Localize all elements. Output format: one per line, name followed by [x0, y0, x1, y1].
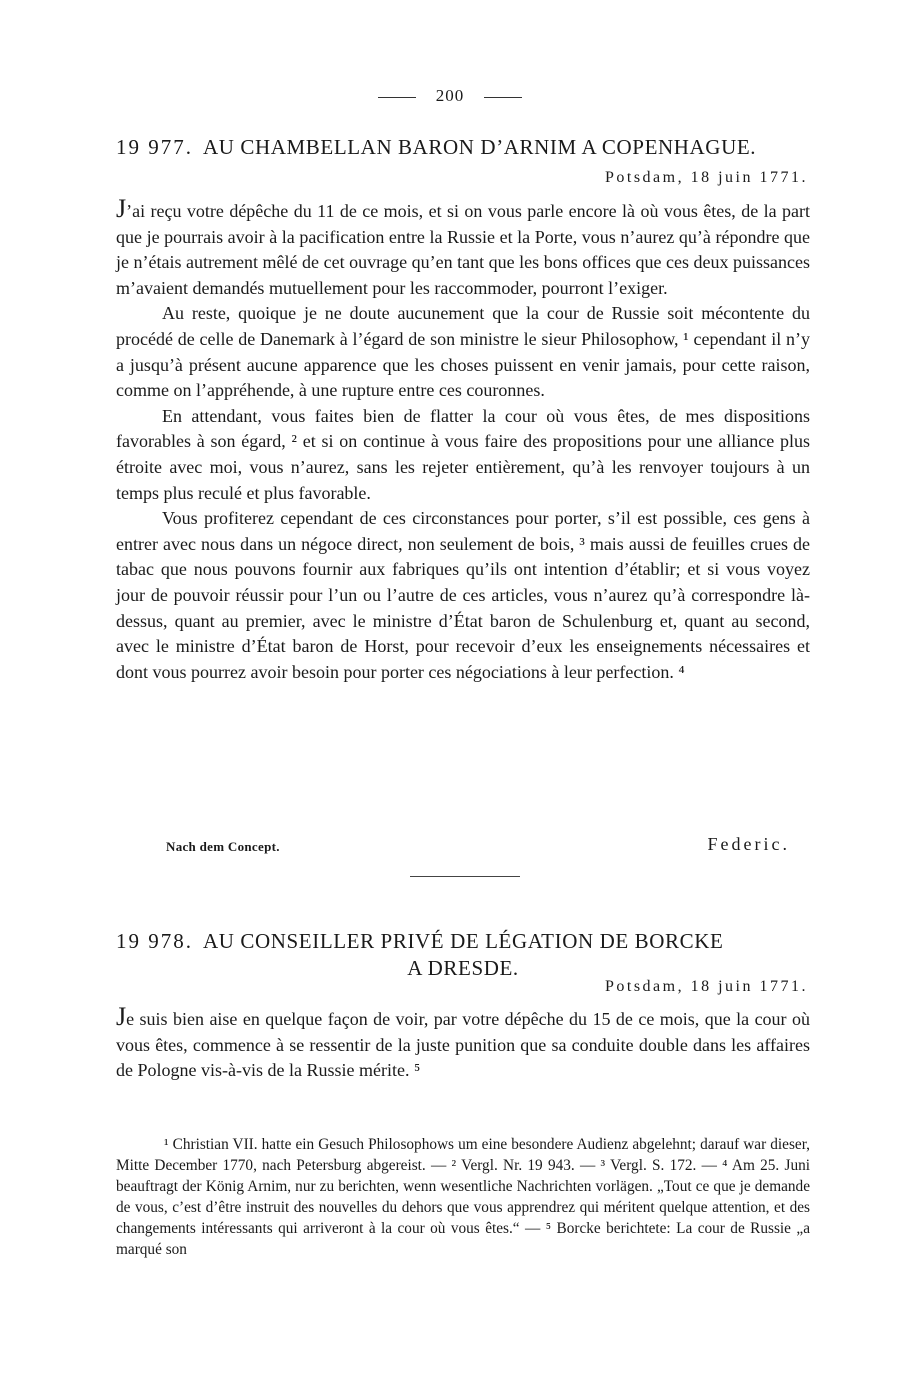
letter-dateline: Potsdam, 18 juin 1771.	[604, 978, 808, 995]
page-number-text: 200	[435, 86, 465, 105]
letter-title: AU CHAMBELLAN BARON D’ARNIM A COPENHAGUE.	[203, 135, 757, 159]
rule-left	[378, 97, 416, 98]
letter-body	[116, 1004, 810, 1084]
letter-number: 19 977.	[116, 135, 193, 159]
section-divider	[410, 876, 520, 877]
letter-heading	[116, 134, 810, 161]
page-number	[0, 86, 900, 106]
paragraph: J’ai reçu votre dépêche du 11 de ce mois, et si on vous parle encore là où vous êtes, de la part que je pourrais avoir à la pacification entre la Russie et la Porte, vous n’aurez qu’à répondre que je n’étais autrement mêlé de cet ouvrage qu’en tant que les bons offices que ces deux puissances m’avaient demandés mutuellement pour les raccommoder, pourront l’exiger.	[116, 194, 810, 298]
letter-number: 19 978.	[116, 929, 193, 953]
paragraph: Je suis bien aise en quelque façon de voir, par votre dépêche du 15 de ce mois, que la cour où vous êtes, commence à se ressentir de la juste punition que sa conduite double dans les affaires de Pologne vis-à-vis de la Russie mérite. ⁵	[116, 1002, 810, 1081]
letter-dateline: Potsdam, 18 juin 1771.	[604, 169, 808, 186]
rule-right	[484, 97, 522, 98]
footnotes	[116, 1134, 810, 1260]
paragraph: En attendant, vous faites bien de flatter la cour où vous êtes, de mes dispositions favorables à son égard, ² et si on continue à vous faire des propositions pour une alliance plus étroite avec moi, vous n’aurez, sans les rejeter entièrement, qu’à les renvoyer toujours à un temps plus reculé et plus favorable.	[116, 405, 810, 503]
letter-body	[116, 196, 810, 685]
paragraph: Au reste, quoique je ne doute aucunement que la cour de Russie soit mécontente du procédé de celle de Danemark à l’égard de son ministre le sieur Philosophow, ¹ cependant il n’y a jusqu’à présent aucune apparence que les choses puissent en venir jamais, pour cette raison, comme on l’appréhende, à une rupture entre ces couronnes.	[116, 303, 810, 401]
letter-title-continued: A DRESDE.	[407, 956, 519, 980]
source-note: Nach dem Concept.	[166, 839, 280, 854]
signature: Federic.	[707, 834, 790, 854]
drop-initial: J	[116, 194, 127, 223]
drop-initial: J	[116, 1002, 127, 1031]
letter-heading	[116, 928, 810, 955]
letter-title: AU CONSEILLER PRIVÉ DE LÉGATION DE BORCKE	[203, 929, 724, 953]
footnote-text: ¹ Christian VII. hatte ein Gesuch Philosophows um eine besondere Audienz abgelehnt; darauf war dieser, Mitte December 1770, nach Petersburg abgereist. — ² Vergl. Nr. 19 943. — ³ Vergl. S. 172. — ⁴ Am 25. Juni beauftragt der König Arnim, nur zu berichten, wenn wesentliche Nachrichten vorlägen. „Tout ce que je demande de vous, c’est d’être instruit des nouvelles du dehors que vous apprendrez qui méritent quelque attention, et des changements intéressants qui arriveront à la cour où vous êtes.“ — ⁵ Borcke berichtete: La cour de Russie „a marqué son	[116, 1136, 810, 1258]
paragraph: Vous profiterez cependant de ces circonstances pour porter, s’il est possible, ces gens à entrer avec nous dans un négoce direct, non seulement de bois, ³ mais aussi de feuilles crues de tabac que nous pouvons fournir aux fabriques qu’ils ont intention d’établir; et si vous voyez jour de pouvoir réussir pour l’un ou l’autre de ces articles, vous n’aurez qu’à correspondre là-dessus, quant au premier, avec le ministre d’État baron de Schulenburg et, quant au second, avec le ministre d’État baron de Horst, pour recevoir d’eux les enseignements nécessaires et dont vous pourrez avoir besoin pour porter ces négociations à leur perfection. ⁴	[116, 508, 810, 682]
